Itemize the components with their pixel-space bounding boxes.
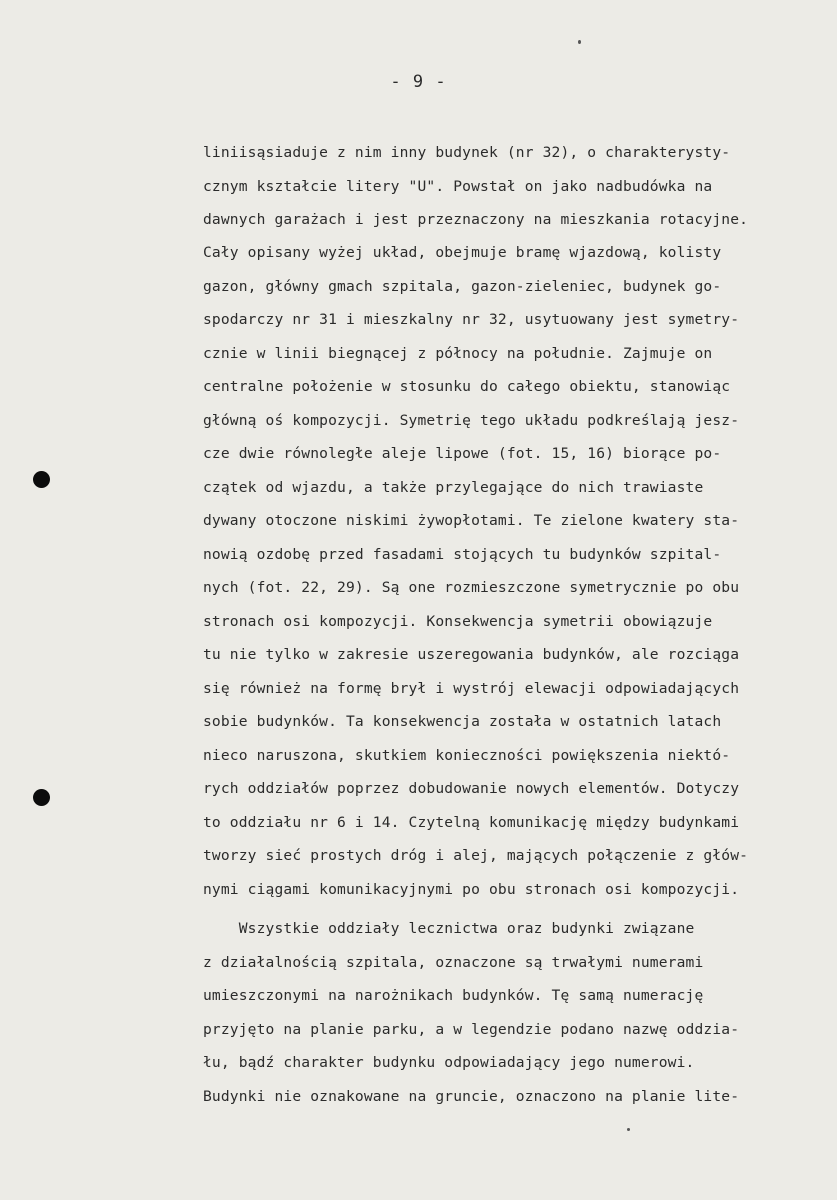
text-line: dawnych garażach i jest przeznaczony na mieszkania rotacyjne. [203,211,749,228]
page-number: - 9 - [390,72,447,92]
text-line: liniisąsiaduje z nim inny budynek (nr 32), o charakterysty- [203,144,731,161]
paper-speck [578,40,581,44]
text-line: rych oddziałów poprzez dobudowanie nowych elementów. Dotyczy [203,780,740,797]
text-line: przyjęto na planie parku, a w legendzie podano nazwę oddzia- [203,1021,740,1038]
punch-hole-top [33,471,50,488]
text-line: czątek od wjazdu, a także przylegające do nich trawiaste [203,479,704,496]
text-line: centralne położenie w stosunku do całego obiektu, stanowiąc [203,378,731,395]
text-line: nych (fot. 22, 29). Są one rozmieszczone symetrycznie po obu [203,579,740,596]
text-line: Budynki nie oznakowane na gruncie, oznaczono na planie lite- [203,1088,740,1105]
text-line: się również na formę brył i wystrój elewacji odpowiadających [203,680,740,697]
text-line: dywany otoczone niskimi żywopłotami. Te zielone kwatery sta- [203,512,740,529]
text-line: gazon, główny gmach szpitala, gazon-zieleniec, budynek go- [203,278,722,295]
text-line: nowią ozdobę przed fasadami stojących tu budynków szpital- [203,546,722,563]
text-line: Cały opisany wyżej układ, obejmuje bramę wjazdową, kolisty [203,244,722,261]
text-line: sobie budynków. Ta konsekwencja została w ostatnich latach [203,713,722,730]
text-line: stronach osi kompozycji. Konsekwencja symetrii obowiązuje [203,613,713,630]
text-line: tworzy sieć prostych dróg i alej, mających połączenie z głów- [203,847,749,864]
text-line: cze dwie równoległe aleje lipowe (fot. 15, 16) biorące po- [203,445,722,462]
paper-speck [627,1128,630,1131]
text-line: tu nie tylko w zakresie uszeregowania budynków, ale rozciąga [203,646,740,663]
text-line: cznym kształcie litery "U". Powstał on jako nadbudówka na [203,178,713,195]
text-line: nymi ciągami komunikacyjnymi po obu stronach osi kompozycji. [203,881,740,898]
text-line: cznie w linii biegnącej z północy na południe. Zajmuje on [203,345,713,362]
text-line: główną oś kompozycji. Symetrię tego układu podkreślają jesz- [203,412,740,429]
text-line: spodarczy nr 31 i mieszkalny nr 32, usytuowany jest symetry- [203,311,740,328]
text-line: nieco naruszona, skutkiem konieczności powiększenia niektó- [203,747,731,764]
text-line: z działalnością szpitala, oznaczone są trwałymi numerami [203,954,704,971]
punch-hole-bottom [33,789,50,806]
paragraph-first-line: Wszystkie oddziały lecznictwa oraz budynki związane [203,920,695,937]
text-line: umieszczonymi na narożnikach budynków. Tę samą numerację [203,987,704,1004]
text-line: łu, bądź charakter budynku odpowiadający jego numerowi. [203,1054,695,1071]
text-line: to oddziału nr 6 i 14. Czytelną komunikację między budynkami [203,814,740,831]
